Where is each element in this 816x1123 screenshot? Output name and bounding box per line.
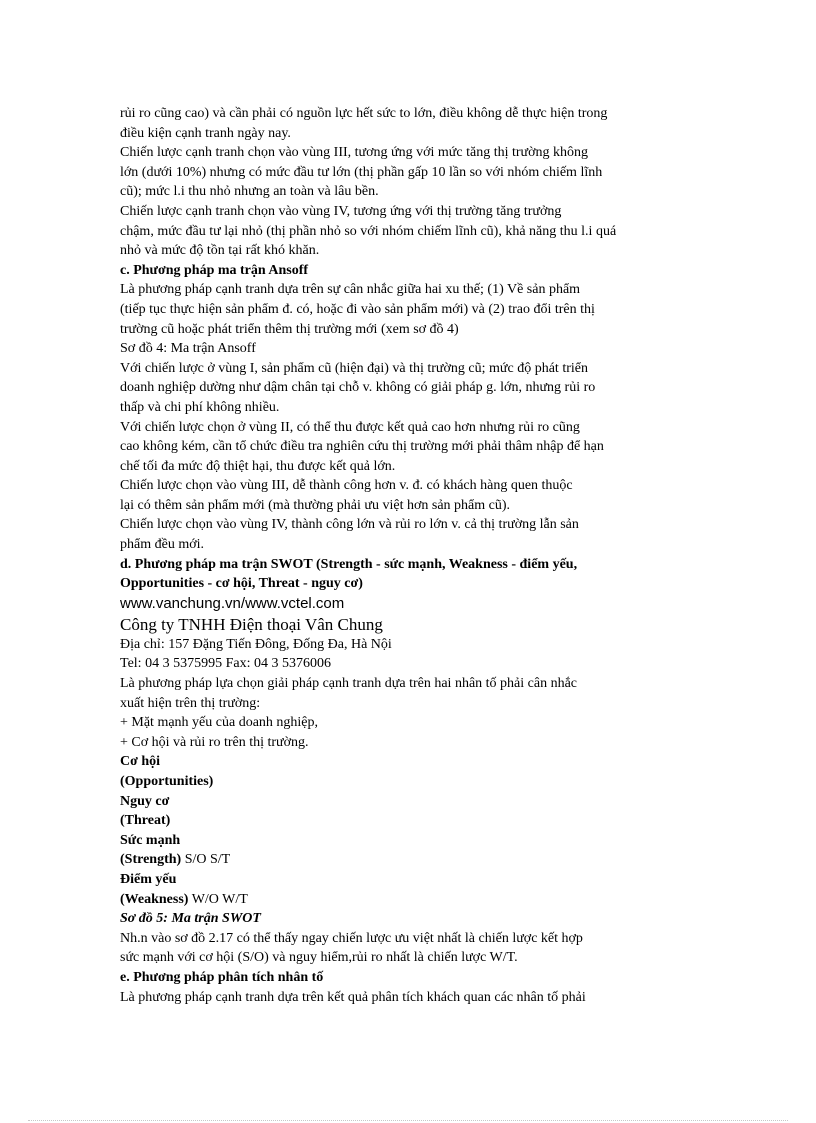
text-line: rủi ro cũng cao) và cần phải có nguồn lực hết sức to lớn, điều không dễ thực hiện trong bbox=[120, 106, 608, 121]
text-line: (Threat) bbox=[120, 813, 171, 829]
figure-caption: Sơ đồ 5: Ma trận SWOT bbox=[120, 911, 261, 927]
text-line: xuất hiện trên thị trường: bbox=[120, 695, 261, 711]
text-line: Là phương pháp lựa chọn giải pháp cạnh tranh dựa trên hai nhân tố phải cân nhắc bbox=[120, 676, 578, 692]
text-line: Địa chỉ: 157 Đặng Tiến Đông, Đống Đa, Hà Nội bbox=[120, 636, 392, 652]
text-line: d. Phương pháp ma trận SWOT (Strength - sức mạnh, Weakness - điểm yếu, bbox=[120, 556, 578, 572]
document-body bbox=[120, 104, 680, 1007]
tail-lines bbox=[120, 929, 680, 1007]
text-line: sức mạnh với cơ hội (S/O) và nguy hiểm,rủi ro nhất là chiến lược W/T. bbox=[120, 950, 518, 966]
strength-row bbox=[120, 850, 680, 870]
text-line: phẩm đều mới. bbox=[120, 537, 204, 553]
text-line: Sức mạnh bbox=[120, 832, 181, 848]
text-line: Chiến lược chọn vào vùng III, dễ thành công hơn v. đ. có khách hàng quen thuộc bbox=[120, 478, 573, 494]
strength-label: (Strength) bbox=[120, 852, 182, 868]
text-line: + Mặt mạnh yếu của doanh nghiệp, bbox=[120, 715, 319, 731]
text-line: + Cơ hội và rủi ro trên thị trường. bbox=[120, 734, 309, 750]
text-line: Chiến lược cạnh tranh chọn vào vùng IV, tương ứng với thị trường tăng trưởng bbox=[120, 203, 562, 219]
text-line: Sơ đồ 4: Ma trận Ansoff bbox=[120, 341, 256, 357]
weakness-row bbox=[120, 890, 680, 910]
text-line: Là phương pháp cạnh tranh dựa trên sự cân nhắc giữa hai xu thế; (1) Về sản phẩm bbox=[120, 282, 581, 298]
text-line: (tiếp tục thực hiện sản phẩm đ. có, hoặc đi vào sản phẩm mới) và (2) trao đổi trên thị bbox=[120, 301, 595, 317]
text-line: thấp và chi phí không nhiều. bbox=[120, 399, 280, 415]
text-line: điều kiện cạnh tranh ngày nay. bbox=[120, 125, 291, 141]
weakness-label: (Weakness) bbox=[120, 891, 189, 907]
text-line: doanh nghiệp dường như dậm chân tại chỗ v. không có giải pháp g. lớn, nhưng rủi ro bbox=[120, 380, 596, 396]
text-line: e. Phương pháp phân tích nhân tố bbox=[120, 969, 324, 985]
text-line: lớn (dưới 10%) nhưng có mức đầu tư lớn (thị phần gấp 10 lần so với nhóm chiếm lĩnh bbox=[120, 164, 603, 180]
text-line: c. Phương pháp ma trận Ansoff bbox=[120, 262, 309, 278]
text-line: www.vanchung.vn/www.vctel.com bbox=[120, 594, 345, 612]
weakness-cells: W/O W/T bbox=[188, 891, 248, 907]
weakness-heading: Điểm yếu bbox=[120, 871, 177, 887]
text-line: Nh.n vào sơ đồ 2.17 có thể thấy ngay chiến lược ưu việt nhất là chiến lược kết hợp bbox=[120, 930, 583, 946]
text-line: trường cũ hoặc phát triển thêm thị trường mới (xem sơ đồ 4) bbox=[120, 321, 459, 337]
text-line: cũ); mức l.i thu nhỏ nhưng an toàn và lâu bền. bbox=[120, 184, 379, 200]
text-line: cao không kém, cần tổ chức điều tra nghiên cứu thị trường mới phải thâm nhập để hạn bbox=[120, 439, 604, 455]
text-line: chậm, mức đầu tư lại nhỏ (thị phần nhỏ so với nhóm chiếm lĩnh cũ), khả năng thu l.i quá bbox=[120, 223, 617, 239]
paragraph-lines bbox=[120, 104, 680, 850]
page-footer-divider bbox=[28, 1120, 788, 1121]
text-line: Công ty TNHH Điện thoại Vân Chung bbox=[120, 614, 383, 634]
text-line: Opportunities - cơ hội, Threat - nguy cơ) bbox=[120, 576, 363, 592]
text-line: Chiến lược cạnh tranh chọn vào vùng III, tương ứng với mức tăng thị trường không bbox=[120, 145, 589, 161]
text-line: Tel: 04 3 5375995 Fax: 04 3 5376006 bbox=[120, 656, 331, 672]
text-line: Với chiến lược ở vùng I, sản phẩm cũ (hiện đại) và thị trường cũ; mức độ phát triển bbox=[120, 360, 588, 376]
text-line: lại có thêm sản phẩm mới (mà thường phải ưu việt hơn sản phẩm cũ). bbox=[120, 497, 511, 513]
text-line: nhỏ và mức độ tồn tại rất khó khăn. bbox=[120, 243, 320, 259]
text-line: Với chiến lược chọn ở vùng II, có thể thu được kết quả cao hơn nhưng rủi ro cũng bbox=[120, 419, 580, 435]
text-line: Chiến lược chọn vào vùng IV, thành công lớn và rủi ro lớn v. cả thị trường lẫn sản bbox=[120, 517, 579, 533]
text-line: Là phương pháp cạnh tranh dựa trên kết quả phân tích khách quan các nhân tố phải bbox=[120, 989, 586, 1005]
strength-cells: S/O S/T bbox=[181, 852, 231, 868]
text-line: Nguy cơ bbox=[120, 793, 170, 809]
text-line: chế tối đa mức độ thiệt hại, thu được kết quả lớn. bbox=[120, 458, 396, 474]
text-line: (Opportunities) bbox=[120, 774, 214, 789]
text-line: Cơ hội bbox=[120, 754, 161, 770]
